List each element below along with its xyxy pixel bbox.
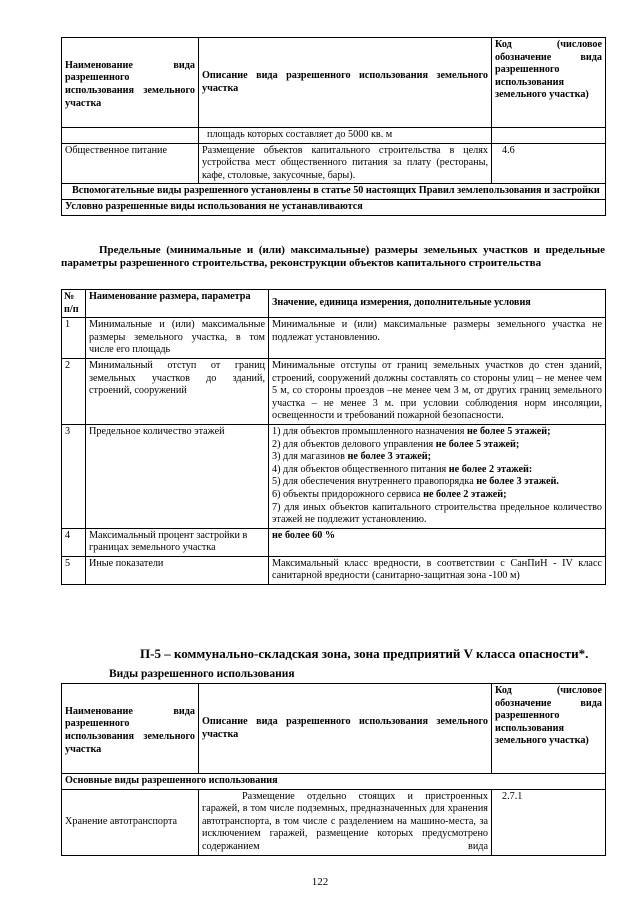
- param-value: не более 60 %: [269, 528, 606, 556]
- conditional-uses-note: Условно разрешенные виды использования не устанавливаются: [62, 199, 606, 215]
- table-row: [62, 556, 606, 584]
- zone-title: П-5 – коммунально-складская зона, зона предприятий V класса опасности*.: [140, 646, 589, 661]
- floors-item: 3) для магазинов не более 3 этажей;: [272, 451, 431, 463]
- floors-item: 4) для объектов общественного питания не более 2 этажей:: [272, 463, 533, 475]
- use-code-cell: 2.7.1: [492, 789, 606, 855]
- param-value: Минимальные отступы от границ земельных участков до стен зданий, строений, сооружений должны составлять со стороны улиц – не менее чем 5 м, со стороны проездов –не менее чем 3 м, от других границ земельного участка – не менее 3 м. при условии соблюдения норм инсоляции, освещенности и требований пожарной безопасности.: [269, 358, 606, 424]
- auxiliary-uses-note: Вспомогательные виды разрешенного установлены в статье 50 настоящих Правил землепользования и застройки: [62, 184, 606, 200]
- table-row: [62, 789, 606, 855]
- header-use-code: Код (числовое обозначение вида разрешенного использования земельного участка): [492, 684, 606, 774]
- header-use-name: Наименование вида разрешенного использования земельного участка: [62, 38, 199, 128]
- param-name: Предельное количество этажей: [86, 424, 269, 528]
- header-use-name: Наименование вида разрешенного использования земельного участка: [62, 684, 199, 774]
- param-name: Максимальный процент застройки в границах земельного участка: [86, 528, 269, 556]
- floors-item: 7) для иных объектов капитального строительства предельное количество этажей не подлежит установлению.: [272, 501, 602, 526]
- table-row: [62, 143, 606, 184]
- limits-heading: Предельные (минимальные и (или) максимальные) размеры земельных участков и предельные параметры разрешенного строительства, реконструкции объектов капитального строительства: [61, 244, 605, 269]
- header-param-value: Значение, единица измерения, дополнительные условия: [269, 290, 606, 318]
- param-name: Иные показатели: [86, 556, 269, 584]
- page-number: 122: [311, 876, 329, 888]
- table-header-row: [62, 38, 606, 128]
- permitted-uses-table-top: [61, 37, 606, 216]
- header-use-description: Описание вида разрешенного использования земельного участка: [199, 38, 492, 128]
- table-row: [62, 774, 606, 790]
- uses-title: Виды разрешенного использования: [109, 668, 295, 680]
- param-name: Минимальные и (или) максимальные размеры земельного участка, в том числе его площадь: [86, 318, 269, 359]
- section-main-uses: Основные виды разрешенного использования: [62, 774, 606, 790]
- permitted-uses-table-bottom: [61, 683, 606, 856]
- row-num: 1: [62, 318, 86, 359]
- param-value: Максимальный класс вредности, в соответствии с СанПиН - IV класс санитарной вредности (санитарно-защитная зона -100 м): [269, 556, 606, 584]
- floors-item: 5) для обеспечения внутреннего правопорядка не более 3 этажей.: [272, 476, 559, 488]
- table-header-row: [62, 290, 606, 318]
- param-name: Минимальный отступ от границ земельных участков до зданий, строений, сооружений: [86, 358, 269, 424]
- row-num: 2: [62, 358, 86, 424]
- table-row: [62, 184, 606, 200]
- continued-description: площадь которых составляет до 5000 кв. м: [199, 128, 492, 144]
- use-description-cell: Размещение отдельно стоящих и пристроенных гаражей, в том числе подземных, предназначенных для хранения автотранспорта, в том числе с разделением на машино-места, за исключением гаражей, размещение которых предусмотрено содержанием вида: [199, 789, 492, 855]
- header-param-name: Наименование размера, параметра: [86, 290, 269, 318]
- table-header-row: [62, 684, 606, 774]
- table-row: [62, 199, 606, 215]
- table-row: [62, 128, 606, 144]
- floors-list: [269, 424, 606, 528]
- use-code-cell: 4.6: [492, 143, 606, 184]
- table-row: [62, 318, 606, 359]
- floors-item: 1) для объектов промышленного назначения не более 5 этажей;: [272, 425, 551, 437]
- header-num: № п/п: [62, 290, 86, 318]
- table-row: [62, 528, 606, 556]
- use-name-cell: Общественное питание: [62, 143, 199, 184]
- header-use-code: Код (числовое обозначение вида разрешенного использования земельного участка): [492, 38, 606, 128]
- row-num: 5: [62, 556, 86, 584]
- floors-item: 2) для объектов делового управления не более 5 этажей;: [272, 438, 520, 450]
- use-name-cell: Хранение автотранспорта: [62, 789, 199, 855]
- table-row: [62, 358, 606, 424]
- floors-item: 6) объекты придорожного сервиса не более 2 этажей;: [272, 488, 507, 500]
- header-use-description: Описание вида разрешенного использования земельного участка: [199, 684, 492, 774]
- row-num: 3: [62, 424, 86, 528]
- table-row: [62, 424, 606, 528]
- use-description-cell: Размещение объектов капитального строительства в целях устройства мест общественного питания за плату (рестораны, кафе, столовые, закусочные, бары).: [199, 143, 492, 184]
- parameters-table: [61, 289, 606, 585]
- param-value: Минимальные и (или) максимальные размеры земельного участка не подлежат установлению.: [269, 318, 606, 359]
- row-num: 4: [62, 528, 86, 556]
